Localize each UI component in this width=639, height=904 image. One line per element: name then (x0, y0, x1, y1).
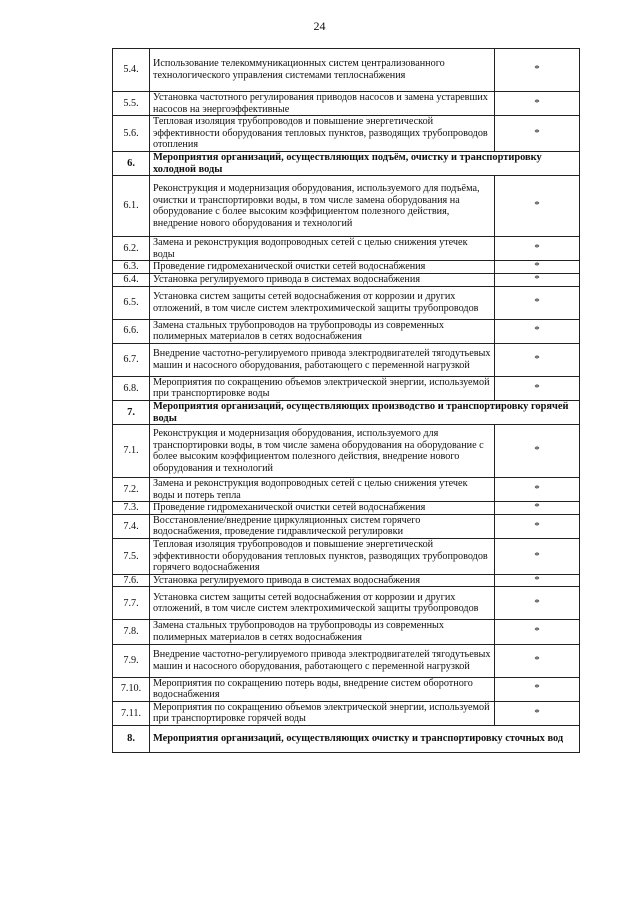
table-row (113, 273, 580, 286)
measure-description: Мероприятия по сокращению потерь воды, внедрение систем оборотного водоснабжения (150, 677, 495, 701)
applicability-mark: * (495, 701, 580, 725)
row-number: 5.4. (113, 49, 150, 92)
section-title: Мероприятия организаций, осуществляющих очистку и транспортировку сточных вод (150, 726, 580, 753)
measure-description: Установка регулируемого привода в системах водоснабжения (150, 574, 495, 587)
applicability-mark: * (495, 478, 580, 502)
table-row (113, 237, 580, 261)
table-row (113, 425, 580, 478)
applicability-mark: * (495, 574, 580, 587)
measure-description: Проведение гидромеханической очистки сетей водоснабжения (150, 261, 495, 274)
row-number: 6. (113, 151, 150, 175)
measure-description: Тепловая изоляция трубопроводов и повышение энергетической эффективности оборудования тепловых пунктов, разводящих трубопроводов отопления (150, 116, 495, 152)
applicability-mark: * (495, 286, 580, 319)
applicability-mark: * (495, 261, 580, 274)
row-number: 6.2. (113, 237, 150, 261)
measure-description: Замена и реконструкция водопроводных сетей с целью снижения утечек воды (150, 237, 495, 261)
measure-description: Восстановление/внедрение циркуляционных систем горячего водоснабжения, проведение гидравлической регулировки (150, 514, 495, 538)
applicability-mark: * (495, 116, 580, 152)
applicability-mark: * (495, 539, 580, 575)
measure-description: Установка систем защиты сетей водоснабжения от коррозии и других отложений, в том числе систем электрохимической защиты трубопроводов (150, 286, 495, 319)
measure-description: Тепловая изоляция трубопроводов и повышение энергетической эффективности оборудования тепловых пунктов, разводящих трубопроводов горячего водоснабжения (150, 539, 495, 575)
measure-description: Установка систем защиты сетей водоснабжения от коррозии и других отложений, в том числе систем электрохимической защиты трубопроводов (150, 587, 495, 620)
measure-description: Использование телекоммуникационных систем централизованного технологического управления системами теплоснабжения (150, 49, 495, 92)
row-number: 8. (113, 726, 150, 753)
section-title: Мероприятия организаций, осуществляющих подъём, очистку и транспортировку холодной воды (150, 151, 580, 175)
section-title: Мероприятия организаций, осуществляющих производство и транспортировку горячей воды (150, 400, 580, 424)
applicability-mark: * (495, 514, 580, 538)
table-row (113, 587, 580, 620)
applicability-mark: * (495, 92, 580, 116)
measures-table-body (113, 49, 580, 753)
table-row (113, 539, 580, 575)
section-header-row (113, 400, 580, 424)
applicability-mark: * (495, 273, 580, 286)
table-row (113, 620, 580, 644)
row-number: 5.5. (113, 92, 150, 116)
table-row (113, 286, 580, 319)
applicability-mark: * (495, 502, 580, 515)
measure-description: Внедрение частотно-регулируемого привода электродвигателей тягодутьевых машин и насосного оборудования, работающего с переменной нагрузкой (150, 343, 495, 376)
table-row (113, 677, 580, 701)
measure-description: Реконструкция и модернизация оборудования, используемого для подъёма, очистки и транспортировки воды, в том числе замена оборудования на оборудование с более высоким коэффициентом полезного действия, внедрение нового оборудования и технологий (150, 176, 495, 237)
table-row (113, 92, 580, 116)
row-number: 6.8. (113, 376, 150, 400)
row-number: 6.6. (113, 319, 150, 343)
applicability-mark: * (495, 587, 580, 620)
measure-description: Внедрение частотно-регулируемого привода электродвигателей тягодутьевых машин и насосного оборудования, работающего с переменной нагрузкой (150, 644, 495, 677)
table-row (113, 49, 580, 92)
section-header-row (113, 726, 580, 753)
applicability-mark: * (495, 644, 580, 677)
row-number: 6.5. (113, 286, 150, 319)
applicability-mark: * (495, 620, 580, 644)
row-number: 5.6. (113, 116, 150, 152)
table-row (113, 376, 580, 400)
table-row (113, 116, 580, 152)
applicability-mark: * (495, 343, 580, 376)
row-number: 7.5. (113, 539, 150, 575)
row-number: 7.8. (113, 620, 150, 644)
measure-description: Замена стальных трубопроводов на трубопроводы из современных полимерных материалов в сетях водоснабжения (150, 620, 495, 644)
applicability-mark: * (495, 237, 580, 261)
applicability-mark: * (495, 376, 580, 400)
measure-description: Мероприятия по сокращению объемов электрической энергии, используемой при транспортировке воды (150, 376, 495, 400)
measure-description: Установка регулируемого привода в системах водоснабжения (150, 273, 495, 286)
measure-description: Замена и реконструкция водопроводных сетей с целью снижения утечек воды и потерь тепла (150, 478, 495, 502)
row-number: 7.2. (113, 478, 150, 502)
row-number: 7.3. (113, 502, 150, 515)
table-row (113, 701, 580, 725)
applicability-mark: * (495, 176, 580, 237)
measure-description: Проведение гидромеханической очистки сетей водоснабжения (150, 502, 495, 515)
table-row (113, 502, 580, 515)
row-number: 7.11. (113, 701, 150, 725)
measure-description: Мероприятия по сокращению объемов электрической энергии, используемой при транспортировке горячей воды (150, 701, 495, 725)
row-number: 7.4. (113, 514, 150, 538)
measure-description: Реконструкция и модернизация оборудования, используемого для транспортировки воды, в том числе замена оборудования на оборудование с более высоким коэффициентом полезного действия, внедрение нового оборудования и технологий (150, 425, 495, 478)
page-number: 24 (313, 19, 326, 33)
section-header-row (113, 151, 580, 175)
row-number: 6.3. (113, 261, 150, 274)
table-row (113, 319, 580, 343)
row-number: 7.6. (113, 574, 150, 587)
row-number: 6.7. (113, 343, 150, 376)
row-number: 7. (113, 400, 150, 424)
row-number: 7.7. (113, 587, 150, 620)
table-row (113, 644, 580, 677)
table-row (113, 176, 580, 237)
table-row (113, 478, 580, 502)
applicability-mark: * (495, 677, 580, 701)
table-row (113, 514, 580, 538)
applicability-mark: * (495, 319, 580, 343)
table-row (113, 261, 580, 274)
row-number: 7.10. (113, 677, 150, 701)
row-number: 6.1. (113, 176, 150, 237)
row-number: 7.1. (113, 425, 150, 478)
row-number: 6.4. (113, 273, 150, 286)
measures-table (112, 48, 580, 753)
applicability-mark: * (495, 49, 580, 92)
table-row (113, 343, 580, 376)
row-number: 7.9. (113, 644, 150, 677)
measure-description: Установка частотного регулирования приводов насосов и замена устаревших насосов на энергоэффективные (150, 92, 495, 116)
applicability-mark: * (495, 425, 580, 478)
table-row (113, 574, 580, 587)
measure-description: Замена стальных трубопроводов на трубопроводы из современных полимерных материалов в сетях водоснабжения (150, 319, 495, 343)
